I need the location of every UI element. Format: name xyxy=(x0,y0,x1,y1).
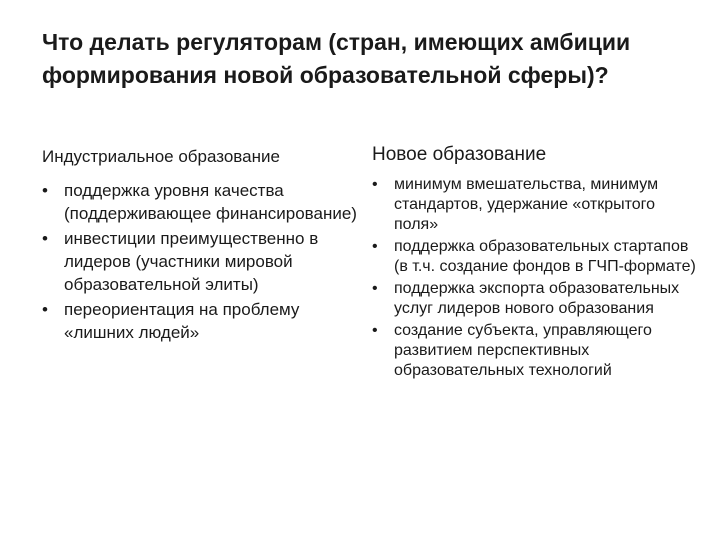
list-item xyxy=(372,237,702,277)
bullet-icon: • xyxy=(42,181,48,200)
bullet-icon: • xyxy=(372,280,378,297)
list-item-text: поддержка экспорта образовательных услуг лидеров нового образования xyxy=(394,280,680,317)
new-education-heading: Новое образование xyxy=(372,144,547,165)
bullet-icon: • xyxy=(372,322,378,339)
industrial-education-column xyxy=(42,147,362,346)
new-education-column xyxy=(372,144,702,383)
list-item-text: поддержка образовательных стартапов (в т.ч. создание фондов в ГЧП-формате) xyxy=(394,238,696,275)
list-item xyxy=(372,175,702,235)
list-item xyxy=(372,279,702,319)
bullet-icon: • xyxy=(372,176,378,193)
list-item-text: инвестиции преимущественно в лидеров (участники мировой образовательной элиты) xyxy=(64,229,319,294)
list-item-text: создание субъекта, управляющего развитием перспективных образовательных технологий xyxy=(394,322,652,379)
bullet-icon: • xyxy=(372,238,378,255)
industrial-education-list xyxy=(42,179,362,344)
industrial-education-heading: Индустриальное образование xyxy=(42,147,280,166)
list-item xyxy=(42,227,362,296)
bullet-icon: • xyxy=(42,300,48,319)
list-item xyxy=(42,179,362,225)
list-item xyxy=(42,298,362,344)
bullet-icon: • xyxy=(42,229,48,248)
new-education-list xyxy=(372,175,702,381)
list-item-text: переориентация на проблему «лишних людей» xyxy=(64,300,300,342)
slide-title: Что делать регуляторам (стран, имеющих амбиции формирования новой образовательной сферы)? xyxy=(42,29,631,88)
list-item-text: поддержка уровня качества (поддерживающее финансирование) xyxy=(64,181,357,223)
list-item-text: минимум вмешательства, минимум стандартов, удержание «открытого поля» xyxy=(394,176,659,233)
list-item xyxy=(372,321,702,381)
